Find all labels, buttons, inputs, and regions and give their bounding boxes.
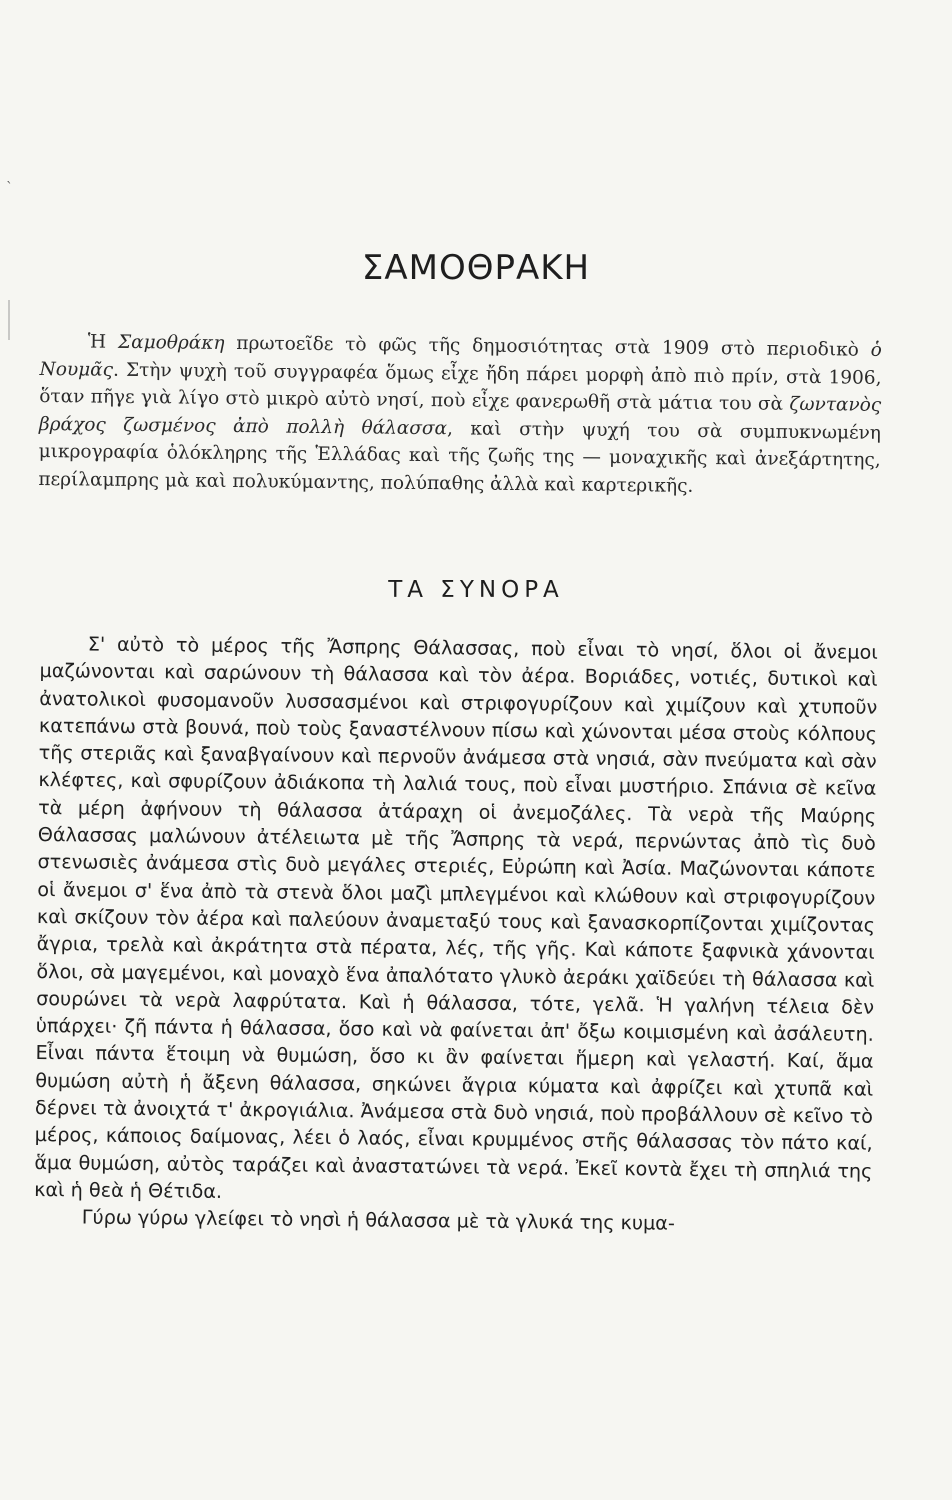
intro-paragraph xyxy=(38,328,882,502)
body-paragraph-2: Γύρω γύρω γλείφει τὸ νησὶ ἡ θάλασσα μὲ τὰ γλυκά της κυμα- xyxy=(81,1205,675,1235)
section-body xyxy=(34,630,878,1239)
intro-text-1: Ἡ xyxy=(87,331,119,353)
intro-text-2: πρωτοεῖδε τὸ φῶς τῆς δημοσιότητας στὰ 1909 στὸ περιοδικὸ xyxy=(224,332,871,361)
page-title: ΣΑΜΟΘΡΑΚΗ xyxy=(361,248,591,288)
introduction xyxy=(38,328,882,502)
intro-quote: ζωντανὸς βράχος ζωσμένος ἀπὸ πολλὴ θάλασσα xyxy=(38,393,882,439)
page-edge-mark xyxy=(8,300,10,340)
intro-text-3: . Στὴν ψυχὴ τοῦ συγγραφέα ὅμως εἶχε ἤδη πάρει μορφὴ ἀπὸ πιὸ πρίν, στὰ 1906, ὅταν πῆγε γιὰ λίγο στὸ μικρὸ αὐτὸ νησί, ποὺ εἶχε φανερωθῆ στὰ μάτια του σὰ xyxy=(39,359,882,415)
intro-title-ref: Σαμοθράκη xyxy=(117,331,225,354)
intro-periodical-ref: ὁ Νουμᾶς xyxy=(39,339,882,381)
intro-text-4: , καὶ στὴν ψυχή του σὰ συμπυκνωμένη μικρογραφία ὁλόκληρης τῆς Ἑλλάδας καὶ τῆς ζωῆς της — μοναχικῆς καὶ ἀνεξάρτητης, περίλαμπρης μὰ καὶ πολυκύμαντης, πολύπαθης ἀλλὰ καὶ καρτερικῆς. xyxy=(38,417,882,497)
body-paragraph-1: Σ' αὐτὸ τὸ μέρος τῆς Ἄσπρης Θάλασσας, ποὺ εἶναι τὸ νησί, ὅλοι οἱ ἄνεμοι μαζώνονται καὶ σαρώνουν τὴ θάλασσα καὶ τὸν ἀέρα. Βοριάδες, νοτιές, δυτικοὶ καὶ ἀνατολικοὶ φυσομανοῦν λυσσασμένοι καὶ στριφογυρίζουν καὶ χιμίζουν καὶ χτυποῦν κατεπάνω στὰ βουνά, ποὺ τοὺς ξαναστέλνουν πίσω καὶ χώνονται μέσα στοὺς κόλπους τῆς στεριᾶς καὶ ξαναβγαίνουν καὶ περνοῦν ἀνάμεσα στὰ νησιά, σὰν πνεύματα καὶ σὰν κλέφτες, καὶ σφυρίζουν ἀδιάκοπα τὴ λαλιά τους, ποὺ εἶναι μυστήριο. Σπάνια σὲ κεῖνα τὰ μέρη ἀφήνουν τὴ θάλασσα ἀτάραχη οἱ ἀνεμοζάλες. Τὰ νερὰ τῆς Μαύρης Θάλασσας μαλώνουν ἀτέλειωτα μὲ τῆς Ἄσπρης τὰ νερά, περνώντας ἀπὸ τὶς δυὸ στενωσιὲς ἀνάμεσα στὶς δυὸ μεγάλες στεριές, Εὐρώπη καὶ Ἀσία. Μαζώνονται κάποτε οἱ ἄνεμοι σ' ἕνα ἀπὸ τὰ στενὰ ὅλοι μαζὶ μπλεγμένοι καὶ κλώθουν καὶ στριφογυρίζουν καὶ σκίζουν τὸν ἀέρα καὶ παλεύουν ἀναμεταξύ τους καὶ ξανασκορπίζονται χιμίζοντας ἄγρια, τρελὰ καὶ ἀκράτητα στὰ πέρατα, λές, τῆς γῆς. Καὶ κάποτε ξαφνικὰ χάνονται ὅλοι, σὰ μαγεμένοι, καὶ μοναχὸ ἕνα ἀπαλότατο γλυκὸ ἀεράκι χαϊδεύει τὴ θάλασσα καὶ σουρώνει τὰ νερὰ λαφρύτατα. Καὶ ἡ θάλασσα, τότε, γελᾶ. Ἡ γαλήνη τέλεια δὲν ὑπάρχει· ζῆ πάντα ἡ θάλασσα, ὅσο καὶ νὰ φαίνεται ἀπ' ὄξω κοιμισμένη καὶ ἀσάλευτη. Εἶναι πάντα ἕτοιμη νὰ θυμώση, ὅσο κι ἂν φαίνεται ἥμερη καὶ γελαστή. Καί, ἅμα θυμώση αὐτὴ ἡ ἄξενη θάλασσα, σηκώνει ἄγρια κύματα καὶ ἀφρίζει καὶ χτυπᾶ καὶ δέρνει τὰ ἀνοιχτά τ' ἀκρογιάλια. Ἀνάμεσα στὰ δυὸ νησιά, ποὺ προβάλλουν σὲ κεῖνο τὸ μέρος, κάποιος δαίμονας, λέει ὁ λαός, εἶναι κρυμμένος στῆς θάλασσας τὸν πάτο καί, ἅμα θυμώση, αὐτὸς ταράζει καὶ ἀναστατώνει τὰ νερά. Ἐκεῖ κοντὰ ἔχει τὴ σπηλιά της καὶ ἡ θεὰ ἡ Θέτιδα. xyxy=(34,632,878,1203)
margin-mark: ` xyxy=(6,180,13,196)
section-heading: ΤΑ ΣΥΝΟΡΑ xyxy=(388,577,564,603)
